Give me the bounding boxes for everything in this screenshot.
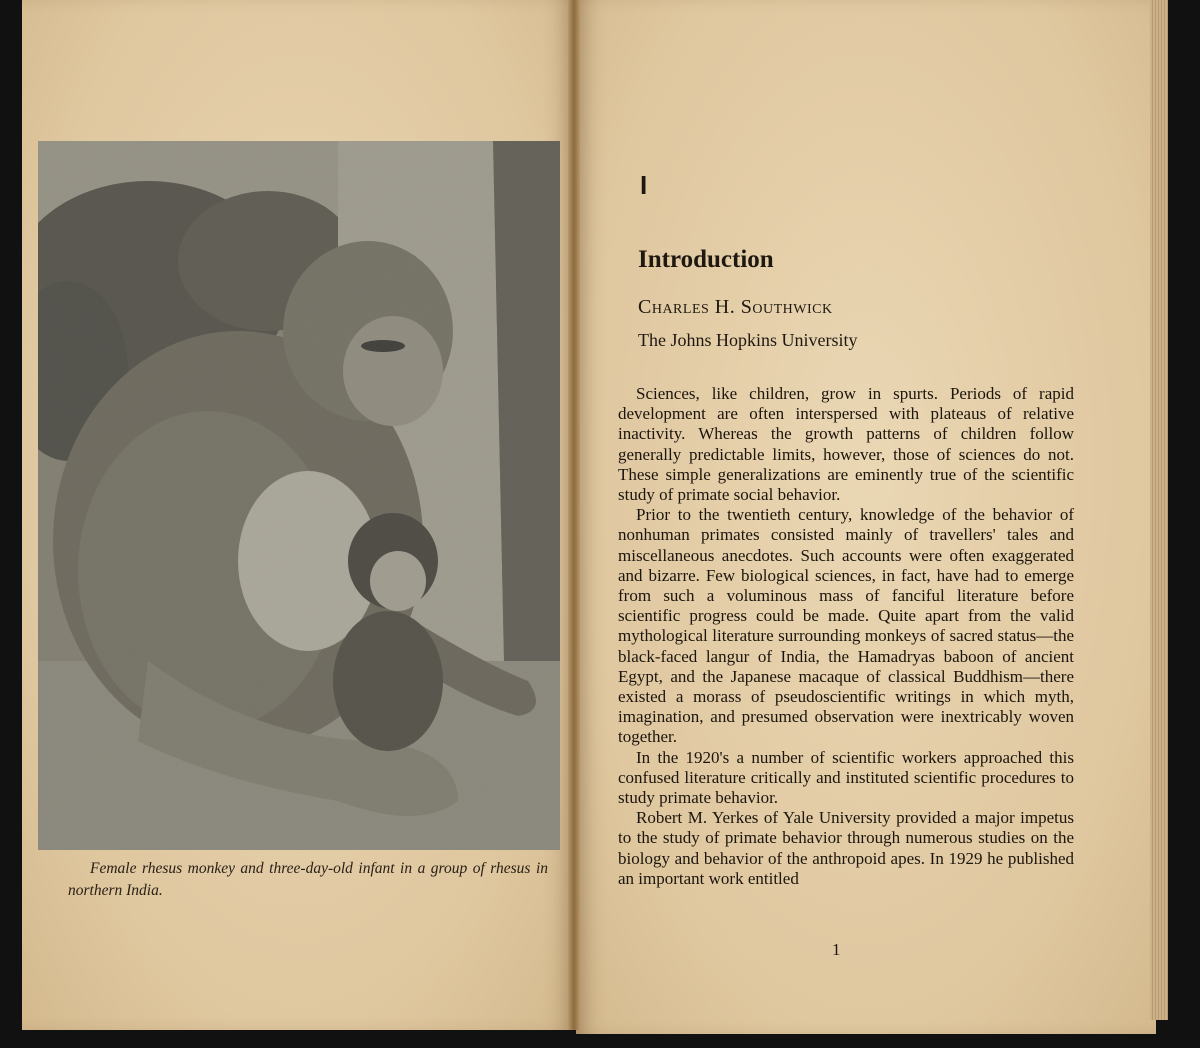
page-number: 1: [832, 940, 841, 959]
author-affiliation: The Johns Hopkins University: [638, 330, 858, 350]
body-text: [618, 384, 1074, 889]
book-gutter: [568, 0, 580, 1030]
paragraph: Sciences, like children, grow in spurts. Periods of rapid development are often interspersed with plateaus of relative inactivity. Whereas the growth patterns of children follow generally predictable limits, however, those of sciences do not. These simple generalizations are eminently true of the scientific study of primate social behavior.: [618, 384, 1074, 505]
paragraph: In the 1920's a number of scientific workers approached this confused literature critically and instituted scientific procedures to study primate behavior.: [618, 747, 1074, 808]
chapter-number: I: [640, 170, 648, 200]
monkey-photograph: [38, 141, 560, 850]
paragraph: Robert M. Yerkes of Yale University provided a major impetus to the study of primate behavior through numerous studies on the biology and behavior of the anthropoid apes. In 1929 he published an important work entitled: [618, 808, 1074, 888]
page-edges: [1150, 0, 1168, 1020]
paragraph: Prior to the twentieth century, knowledge of the behavior of nonhuman primates consisted mainly of travellers' tales and miscellaneous anecdotes. Such accounts were often exaggerated and bizarre. Few biological sciences, in fact, have had to emerge from such a voluminous mass of fanciful literature before scientific progress could be made. Quite apart from the valid mythological literature surrounding monkeys of sacred status—the black-faced langur of India, the Hamadryas baboon of ancient Egypt, and the Japanese macaque of classical Buddhism—there existed a morass of pseudoscientific writings in which myth, imagination, and presumed observation were inextricably woven together.: [618, 505, 1074, 747]
author-name: Charles H. Southwick: [638, 296, 833, 318]
photo-caption: Female rhesus monkey and three-day-old infant in a group of rhesus in northern India.: [68, 860, 548, 899]
chapter-title: Introduction: [638, 246, 774, 273]
